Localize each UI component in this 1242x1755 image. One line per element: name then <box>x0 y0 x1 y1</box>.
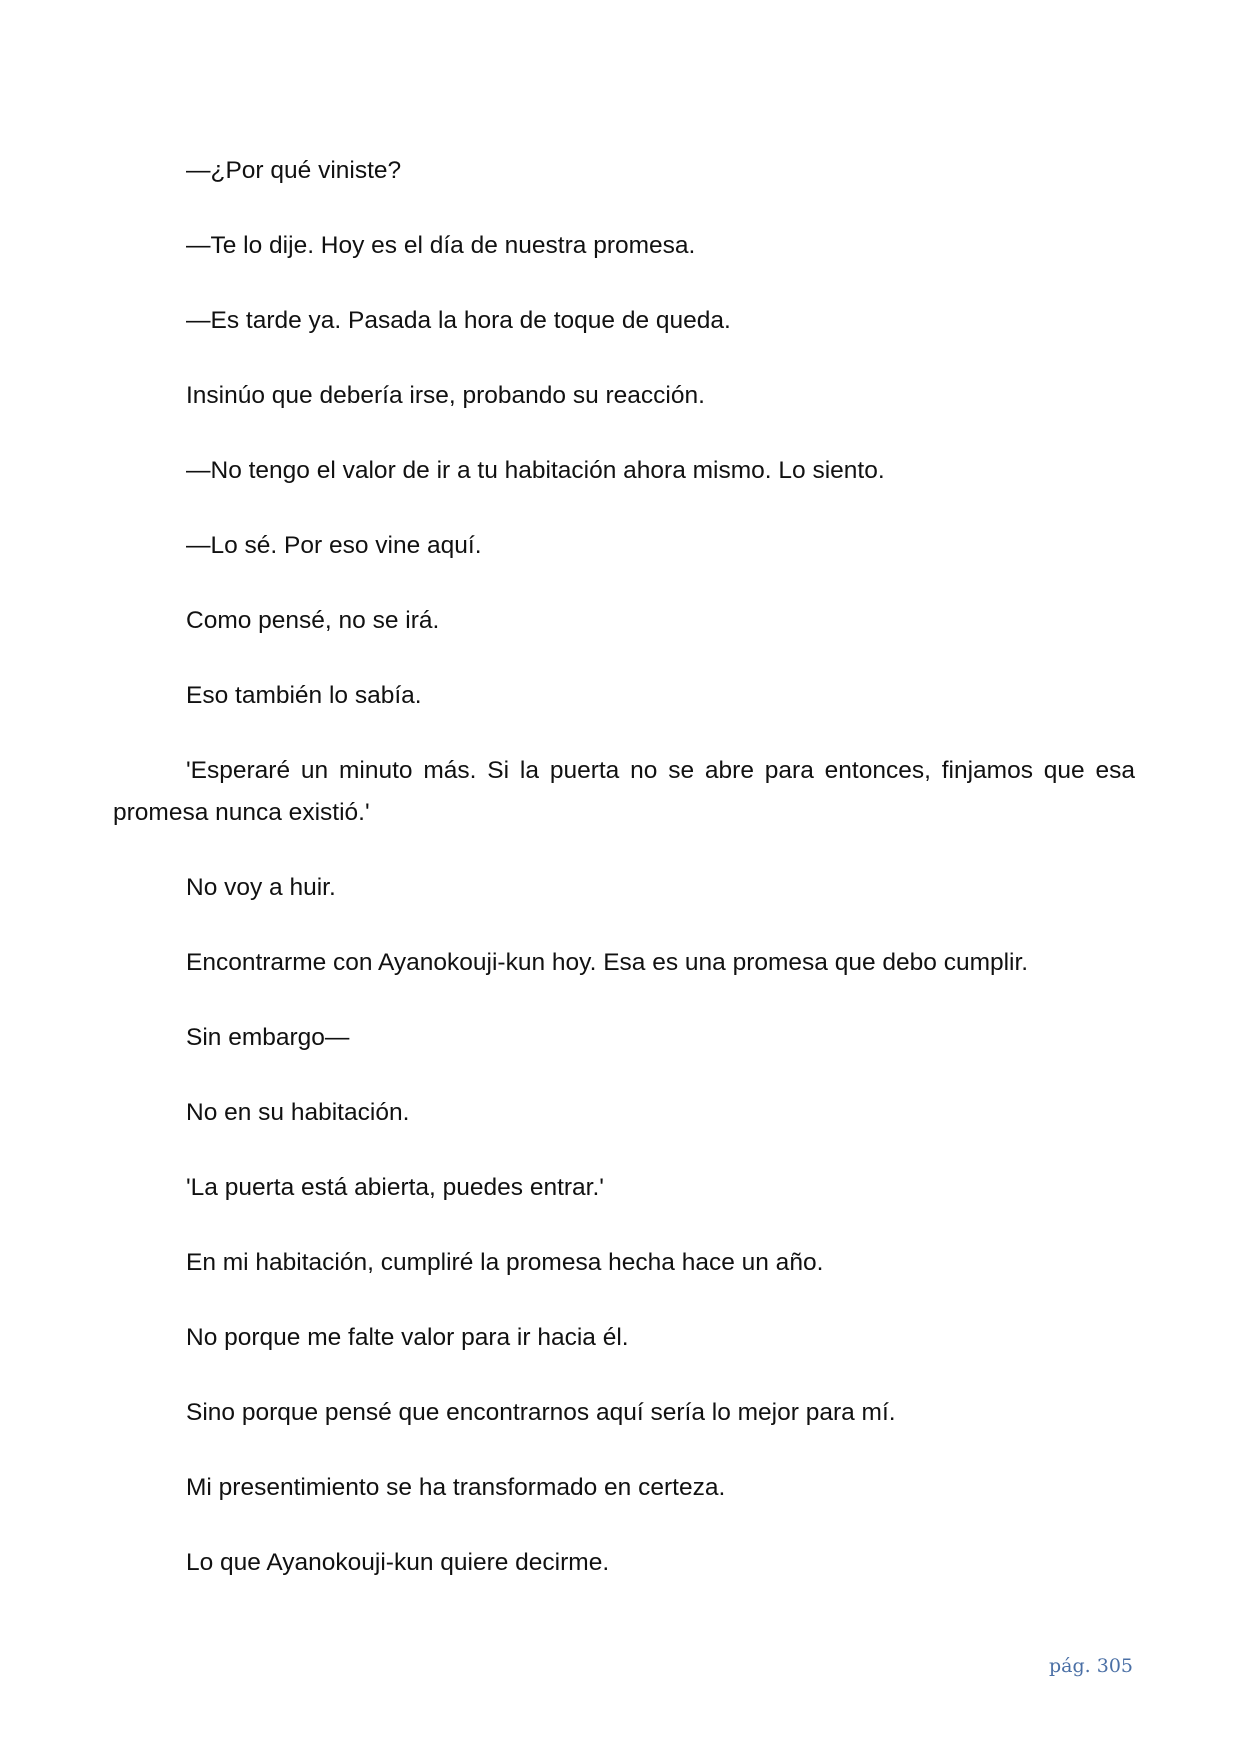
paragraph: Como pensé, no se irá. <box>186 607 440 634</box>
paragraph: 'Esperaré un minuto más. Si la puerta no se abre para entonces, finjamos que esa promesa nunca existió.' <box>113 757 1135 826</box>
paragraph: Encontrarme con Ayanokouji-kun hoy. Esa es una promesa que debo cumplir. <box>186 949 1029 976</box>
paragraph: No voy a huir. <box>186 874 336 901</box>
paragraph: No porque me falte valor para ir hacia él. <box>186 1324 629 1351</box>
page-number: pág. 305 <box>1049 1655 1133 1677</box>
paragraph: Sin embargo— <box>186 1024 350 1051</box>
paragraph: Sino porque pensé que encontrarnos aquí sería lo mejor para mí. <box>186 1399 896 1426</box>
paragraph: Insinúo que debería irse, probando su reacción. <box>186 382 705 409</box>
paragraph: —¿Por qué viniste? <box>186 157 402 184</box>
paragraph: —Es tarde ya. Pasada la hora de toque de queda. <box>186 307 731 334</box>
paragraph: —Te lo dije. Hoy es el día de nuestra promesa. <box>186 232 696 259</box>
paragraph: En mi habitación, cumpliré la promesa hecha hace un año. <box>186 1249 824 1276</box>
paragraph: Mi presentimiento se ha transformado en certeza. <box>186 1474 726 1501</box>
paragraph: Eso también lo sabía. <box>186 682 422 709</box>
paragraph: —Lo sé. Por eso vine aquí. <box>186 532 482 559</box>
paragraph: —No tengo el valor de ir a tu habitación ahora mismo. Lo siento. <box>186 457 885 484</box>
body-text <box>113 150 1135 1617</box>
paragraph: No en su habitación. <box>186 1099 410 1126</box>
paragraph: Lo que Ayanokouji-kun quiere decirme. <box>186 1549 610 1576</box>
paragraph: 'La puerta está abierta, puedes entrar.' <box>186 1174 604 1201</box>
